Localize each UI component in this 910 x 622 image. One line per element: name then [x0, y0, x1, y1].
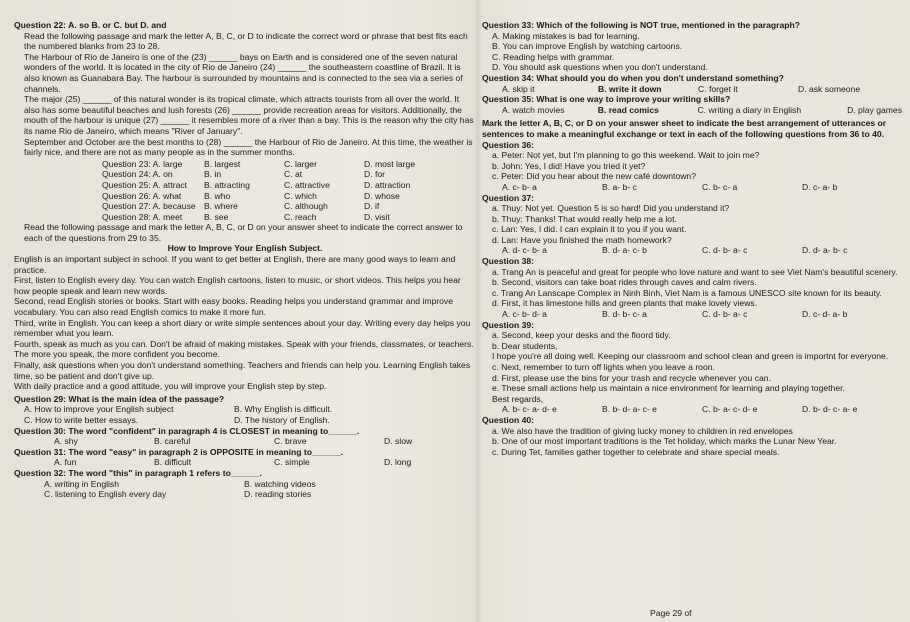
page-number: Page 29 of [650, 608, 692, 618]
q27-d[interactable]: D. if [364, 201, 380, 212]
question-23-row [102, 159, 476, 170]
passage1-instruction: Read the following passage and mark the letter A, B, C, or D to indicate the correct word or phrase that best fits each the numbered blanks from 23 to 28. [24, 30, 468, 52]
question-25-row [102, 180, 476, 191]
question-29-stem: Question 29: What is the main idea of the passage? [14, 393, 225, 404]
right-column [482, 0, 902, 622]
q35-d[interactable]: D. play games [847, 104, 902, 115]
q37-line-d: d. Lan: Have you finished the math homework? [492, 234, 672, 245]
q28-b[interactable]: B. see [204, 211, 229, 222]
q26-a[interactable]: Question 26: A. what [102, 190, 182, 201]
question-32-stem: Question 32: The word "this" in paragraph 1 refers to______. [14, 467, 262, 478]
q38-line-b: b. Second, visitors can take boat rides through caves and calm rivers. [492, 277, 757, 288]
q31-c[interactable]: C. simple [274, 457, 310, 468]
passage2-paragraph-1: English is an important subject in school. If you want to get better at English, there are many good ways to learn and practice. [14, 254, 456, 275]
q31-a[interactable]: A. fun [54, 457, 77, 468]
q38-c[interactable]: C. d- b- a- c [702, 309, 748, 320]
q39-d[interactable]: D. b- d- c- a- e [802, 404, 858, 415]
q39-line-hope: I hope you're all doing well. Keeping our classroom and school clean and green is importnt for everyone. [492, 351, 889, 362]
q34-d[interactable]: D. ask someone [798, 83, 861, 94]
question-32-options-2 [14, 489, 476, 500]
q23-a[interactable]: Question 23: A. large [102, 158, 183, 169]
q29-a[interactable]: A. How to improve your English subject [24, 404, 174, 415]
q29-d[interactable]: D. The history of English. [234, 414, 330, 425]
q37-c[interactable]: C. d- b- a- c [702, 245, 748, 256]
q35-c[interactable]: C. writing a diary in English [697, 104, 802, 115]
passage2-paragraph-2: First, listen to English every day. You can watch English cartoons, listen to music, or short videos. This helps you hear how people speak and learn new words. [14, 275, 461, 296]
passage2-instruction: Read the following passage and mark the letter A, B, C, or D on your answer sheet to indicate the correct answer to each of the questions from 29 to 35. [24, 222, 463, 243]
passage2-paragraph-5: Fourth, speak as much as you can. Don't be afraid of making mistakes. Speak with your friends, classmates, or teachers. The more you speak, the more confident you become. [14, 338, 474, 360]
q26-d[interactable]: D. whose [364, 190, 400, 201]
q39-line-c: c. Next, remember to turn off lights when you leave a roon. [492, 362, 715, 372]
q23-c[interactable]: C. larger [284, 158, 317, 169]
q27-c[interactable]: C. although [284, 201, 328, 212]
q39-line-a: a. Second, keep your desks and the floord tidy. [492, 330, 671, 341]
q24-d[interactable]: D. for [364, 169, 386, 180]
passage1-paragraph-3: September and October are the best months to (28) ______ the Harbour of Rio de Janeiro. At this time, the weather is fairly nice, and there are not as many people as in the summer months. [24, 136, 473, 158]
q32-b[interactable]: B. watching videos [244, 478, 316, 489]
question-34-options [482, 84, 902, 95]
question-39-head: Question 39: [482, 319, 535, 330]
q36-line-c: c. Peter: Did you hear about the new café downtown? [492, 171, 696, 182]
q37-d[interactable]: D. d- a- b- c [802, 245, 848, 256]
q39-line-d: d. First, please use the bins for your trash and recycle whenever you can. [492, 372, 771, 383]
q24-c[interactable]: C. at [284, 169, 303, 180]
question-32-options-1 [14, 479, 476, 490]
question-40-head: Question 40: [482, 414, 535, 425]
question-35-options [482, 105, 902, 116]
left-column [14, 0, 476, 622]
q34-a[interactable]: A. skip it [502, 83, 535, 94]
q39-c[interactable]: C. b- a- c- d- e [702, 404, 758, 415]
q34-b[interactable]: B. write it down [598, 83, 662, 94]
passage2-paragraph-6: Finally, ask questions when you don't understand something. Teachers and friends can help you. Learning English takes time, so be patient and don't give up. [14, 360, 471, 381]
question-39-options [482, 404, 902, 415]
q33-b[interactable]: B. You can improve English by watching cartoons. [492, 41, 683, 52]
q24-b[interactable]: B. in [204, 169, 222, 180]
q30-c[interactable]: C. brave [274, 436, 307, 447]
q34-c[interactable]: C. forget it [698, 83, 738, 94]
q39-b[interactable]: B. b- d- a- c- e [602, 404, 657, 415]
q32-c[interactable]: C. listening to English every day [44, 489, 167, 500]
q26-c[interactable]: C. which [284, 190, 317, 201]
question-36-head: Question 36: [482, 139, 535, 150]
q33-a[interactable]: A. Making mistakes is bad for learning. [492, 30, 640, 41]
question-38-head: Question 38: [482, 256, 535, 267]
question-38-options [482, 309, 902, 320]
question-31-options [14, 457, 476, 468]
q40-line-a: a. We also have the tradition of giving lucky money to children in red envelopes [492, 425, 793, 436]
q36-a[interactable]: A. c- b- a [502, 181, 537, 192]
question-37-head: Question 37: [482, 192, 535, 203]
q35-a[interactable]: A. watch movies [502, 104, 565, 115]
q36-d[interactable]: D. c- a- b [802, 181, 838, 192]
q39-a[interactable]: A. b- c- a- d- e [502, 404, 557, 415]
q37-a[interactable]: A. d- c- b- a [502, 245, 547, 256]
q36-line-a: a. Peter: Not yet, but I'm planning to go this weekend. Wait to join me? [492, 150, 760, 161]
q27-b[interactable]: B. where [204, 201, 238, 212]
q38-a[interactable]: A. c- b- d- a [502, 309, 547, 320]
q32-d[interactable]: D. reading stories [244, 489, 312, 500]
q37-line-a: a. Thuy: Not yet. Question 5 is so hard! Did you understand it? [492, 203, 730, 214]
question-36-options [482, 182, 902, 193]
passage2-paragraph-3: Second, read English stories or books. Start with easy books. Reading helps you understand grammar and improve vocabulary. You can also read English comics to make it more fun. [14, 296, 453, 318]
q23-d[interactable]: D. most large [364, 158, 416, 169]
q39-line-regards: Best regards, [492, 393, 544, 404]
q31-b[interactable]: B. difficult [154, 457, 192, 468]
q25-d[interactable]: D. attraction [364, 179, 411, 190]
q37-line-b: b. Thuy: Thanks! That would really help me a lot. [492, 213, 677, 224]
q39-line-b: b. Dear students, [492, 340, 558, 351]
q28-a[interactable]: Question 28: A. meet [102, 211, 183, 222]
question-22-options: Question 22: A. so B. or C. but D. and [14, 20, 167, 30]
q32-a[interactable]: A. writing in English [44, 478, 119, 489]
q31-d[interactable]: D. long [384, 457, 412, 468]
question-30-options [14, 436, 476, 447]
q30-d[interactable]: D. slow [384, 436, 413, 447]
q40-line-b: b. One of our most important traditions is the Tet holiday, which marks the Lunar New Year. [492, 436, 837, 447]
passage1-paragraph-1: The Harbour of Rio de Janeiro is one of the (23) ______ bays on Earth and is considered one of the seven natural wonders of the world. It is located in the city of Rio de Janeiro (24) ______ the southeastern coastline of Brazil. It is also known as Guanabara Bay. The harbour is surrounded by mountains and is connected to the sea via a series of channels. [24, 51, 463, 94]
q23-b[interactable]: B. largest [204, 158, 241, 169]
q30-a[interactable]: A. shy [54, 436, 78, 447]
question-29-options-1 [14, 404, 476, 415]
q33-d[interactable]: D. You should ask questions when you don't understand. [492, 62, 708, 73]
question-28-row [102, 212, 476, 223]
q29-b[interactable]: B. Why English is difficult. [234, 404, 333, 415]
q25-a[interactable]: Question 25: A. attract [102, 179, 188, 190]
q36-b[interactable]: B. a- b- c [602, 181, 637, 192]
q38-b[interactable]: B. d- b- c- a [602, 309, 647, 320]
question-27-row [102, 201, 476, 212]
question-34-stem: Question 34: What should you do when you don't understand something? [482, 72, 784, 83]
question-37-options [482, 245, 902, 256]
passage2-paragraph-7: With daily practice and a good attitude, you will improve your English step by step. [14, 381, 327, 392]
arrangement-instruction: Mark the letter A, B, C, or D on your answer sheet to indicate the best arrangement of utterances or sentences to make a meaningful exchange or text in each of the following questions from 36 to 40. [482, 118, 887, 139]
questions-23-28 [14, 159, 476, 223]
passage2-paragraph-4: Third, write in English. You can keep a short diary or write simple sentences about your day. Writing every day helps you remember what you learn. [14, 317, 471, 339]
q36-line-b: b. John: Yes, I did! Have you tried it yet? [492, 160, 646, 171]
q28-d[interactable]: D. visit [364, 211, 390, 222]
q38-line-c: c. Trang An Lanscape Complex in Ninh Binh, Viet Nam is a famous UNESCO site known for its beauty. [492, 287, 882, 298]
q38-line-d: d. First, it has limestone hills and green plants that make lovely views. [492, 298, 758, 309]
q24-a[interactable]: Question 24: A. on [102, 169, 173, 180]
q37-b[interactable]: B. d- a- c- b [602, 245, 647, 256]
q39-line-e: e. These small actions help us maintain a nice environment for learning and playing together. [492, 383, 845, 394]
q28-c[interactable]: C. reach [284, 211, 317, 222]
question-24-row [102, 169, 476, 180]
q25-c[interactable]: C. attractive [284, 179, 330, 190]
question-26-row [102, 191, 476, 202]
q25-b[interactable]: B. attracting [204, 179, 250, 190]
question-31-stem: Question 31: The word "easy" in paragraph 2 is OPPOSITE in meaning to______. [14, 446, 344, 457]
q38-d[interactable]: D. c- d- a- b [802, 309, 848, 320]
q33-c[interactable]: C. Reading helps with grammar. [492, 51, 615, 62]
q40-line-c: c. During Tet, families gather together to celebrate and share special meals. [492, 446, 780, 457]
q30-b[interactable]: B. careful [154, 436, 191, 447]
passage1-paragraph-2: The major (25) ______ of this natural wonder is its tropical climate, which attracts tourists from all over the world. It also has some beautiful beaches and lush forests (26) ______ provide recreation areas for visitors. Additionally, the mouth of the harbour is unique (27) ______ it resembles more of a river than a bay. This is the reason why the city has its name Rio de Janeiro, which means "River of January". [24, 94, 474, 136]
question-30-stem: Question 30: The word "confident" in paragraph 4 is CLOSEST in meaning to______. [14, 425, 360, 436]
question-35-stem: Question 35: What is one way to improve your writing skills? [482, 94, 731, 105]
q36-c[interactable]: C. b- c- a [702, 181, 738, 192]
q27-a[interactable]: Question 27: A. because [102, 201, 196, 212]
q37-line-c: c. Lan: Yes, I did. I can explain it to you if you want. [492, 224, 687, 235]
question-33-stem: Question 33: Which of the following is NOT true, mentioned in the paragraph? [482, 20, 800, 30]
q29-c[interactable]: C. How to write better essays. [24, 414, 139, 425]
q38-line-a: a. Trang An is peaceful and great for people who love nature and want to see Viet Nam's beautiful scenery. [492, 266, 898, 277]
passage2-title: How to Improve Your English Subject. [167, 243, 323, 254]
q35-b[interactable]: B. read comics [597, 104, 659, 115]
question-29-options-2 [14, 415, 476, 426]
q26-b[interactable]: B. who [204, 190, 231, 201]
